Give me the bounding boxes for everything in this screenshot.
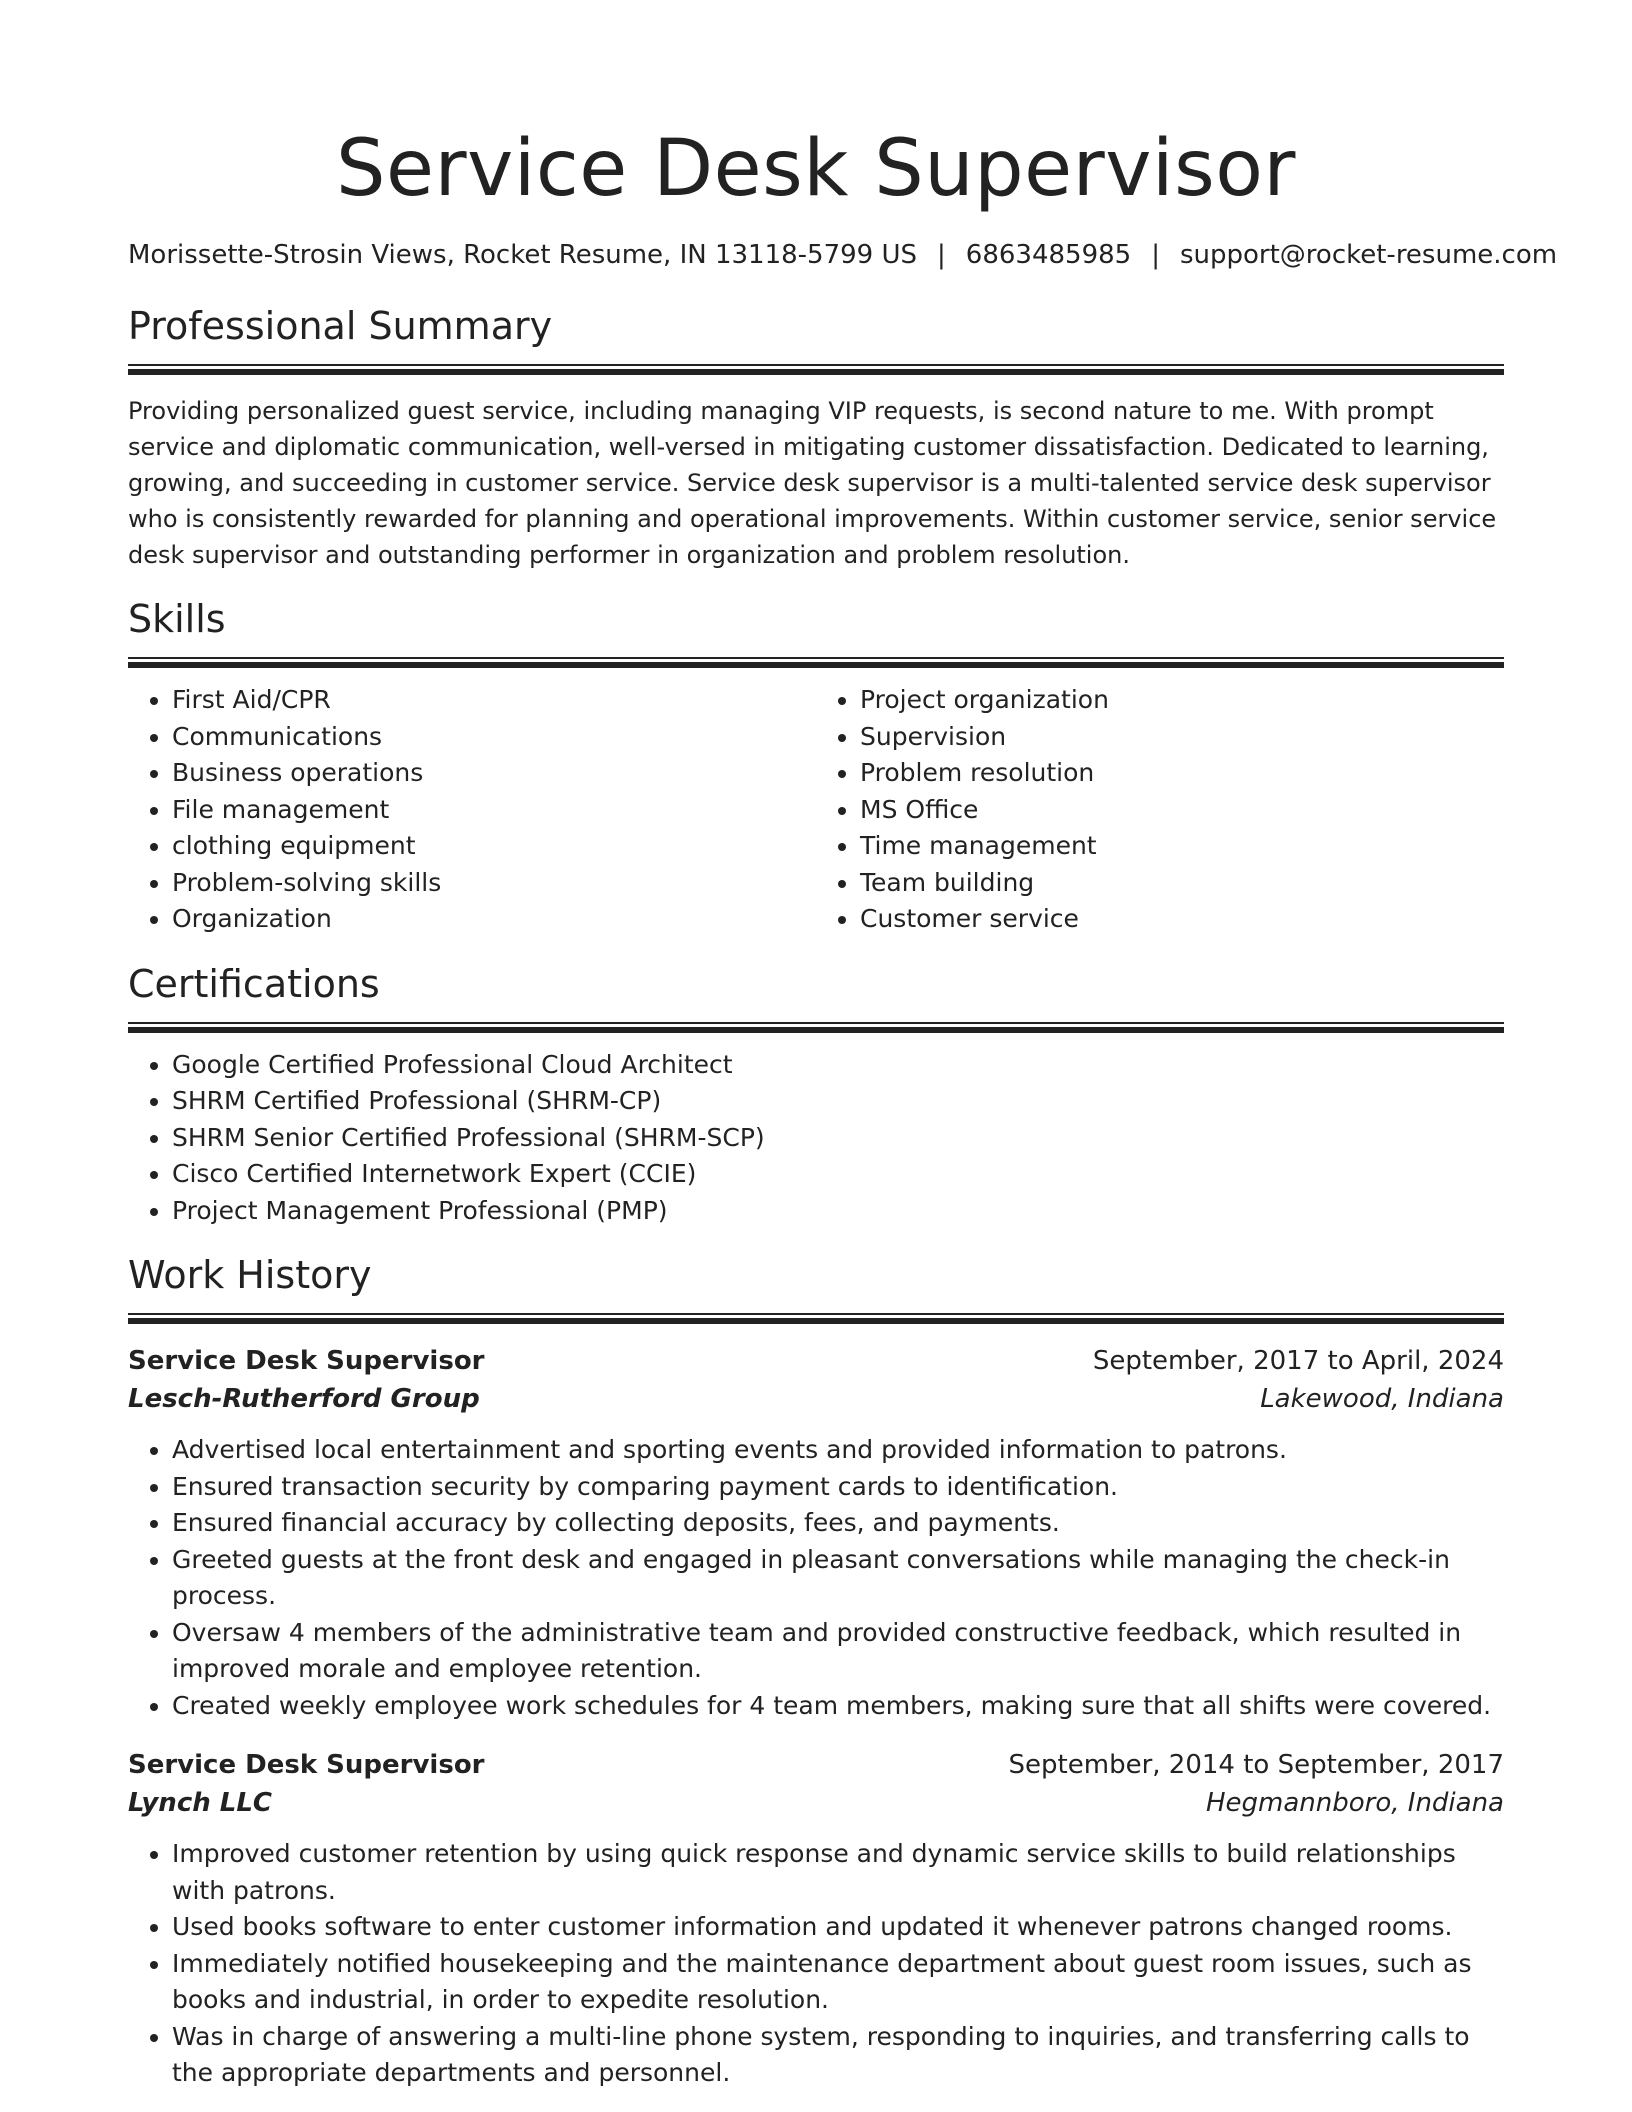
job-header-row [128,1746,1504,1784]
skill-item: • Communications [172,719,816,756]
section-divider [128,1022,1504,1033]
certification-item: • Cisco Certified Internetwork Expert (CCIE) [172,1156,1504,1193]
resume-name: Service Desk Supervisor [336,124,1296,214]
job-duty-item: • Created weekly employee work schedules for 4 team members, making sure that all shifts were covered. [172,1688,1504,1725]
section-divider [128,657,1504,668]
contact-separator: | [937,240,946,270]
certifications-list [128,1047,1504,1230]
job-duty-item: • Oversaw 4 members of the administrative team and provided constructive feedback, which resulted in improved morale and employee retention. [172,1615,1504,1688]
job-header-row [128,1342,1504,1380]
skill-item: • Customer service [860,901,1504,938]
job-location: Lakewood, Indiana [1260,1384,1504,1414]
skill-item: • Time management [860,828,1504,865]
skills-list-left [128,682,816,938]
skill-item: • Business operations [172,755,816,792]
contact-line [128,238,1558,272]
skill-item: • Team building [860,865,1504,902]
section-divider [128,1313,1504,1324]
contact-separator: | [1151,240,1160,270]
job-company-row [128,1380,1504,1418]
section-divider [128,364,1504,375]
job-company-row [128,1784,1504,1822]
job-location: Hegmannboro, Indiana [1205,1788,1504,1818]
certification-item: • Project Management Professional (PMP) [172,1193,1504,1230]
summary-section [128,302,1504,573]
skill-item: • First Aid/CPR [172,682,816,719]
work-history-heading: Work History [128,1253,372,1297]
skill-item: • Organization [172,901,816,938]
job-duty-item: • Advertised local entertainment and sporting events and provided information to patrons. [172,1432,1504,1469]
job-duties-list [128,1836,1504,2092]
contact-phone: 6863485985 [965,240,1132,270]
certifications-heading: Certifications [128,961,380,1006]
skills-section [128,595,1504,938]
skill-item: • Supervision [860,719,1504,756]
summary-heading: Professional Summary [128,304,553,348]
job-duty-item: • Improved customer retention by using quick response and dynamic service skills to build relationships with patrons. [172,1836,1504,1909]
job-duty-item: • Ensured financial accuracy by collecting deposits, fees, and payments. [172,1505,1504,1542]
job-title: Service Desk Supervisor [128,1346,485,1376]
skill-item: • Problem resolution [860,755,1504,792]
certification-item: • SHRM Senior Certified Professional (SHRM-SCP) [172,1120,1504,1157]
job-entry [128,1746,1504,2092]
skill-item: • Problem-solving skills [172,865,816,902]
job-company: Lesch-Rutherford Group [128,1384,480,1414]
certifications-section [128,960,1504,1230]
job-duty-item: • Ensured transaction security by comparing payment cards to identification. [172,1469,1504,1506]
job-dates: September, 2017 to April, 2024 [1092,1346,1504,1376]
skill-item: • MS Office [860,792,1504,829]
work-history-section [128,1251,1504,2092]
job-duty-item: • Greeted guests at the front desk and engaged in pleasant conversations while managing the check-in process. [172,1542,1504,1615]
job-duties-list [128,1432,1504,1724]
skill-item: • Project organization [860,682,1504,719]
skill-item: • clothing equipment [172,828,816,865]
skill-item: • File management [172,792,816,829]
job-duty-item: • Immediately notified housekeeping and the maintenance department about guest room issues, such as books and industrial, in order to expedite resolution. [172,1946,1504,2019]
summary-text: Providing personalized guest service, including managing VIP requests, is second nature to me. With prompt service and diplomatic communication, well-versed in mitigating customer dissatisfaction. Dedicated to learning, growing, and succeeding in customer service. Service desk supervisor is a multi-talented service desk supervisor who is consistently rewarded for planning and operational improvements. Within customer service, senior service desk supervisor and outstanding performer in organization and problem resolution. [128,397,1497,569]
job-duty-item: • Used books software to enter customer information and updated it whenever patrons changed rooms. [172,1909,1504,1946]
job-dates: September, 2014 to September, 2017 [1008,1750,1504,1780]
skills-grid [128,682,1504,938]
resume-page [128,0,1558,2092]
contact-address: Morissette-Strosin Views, Rocket Resume, IN 13118-5799 US [128,240,918,270]
job-entry [128,1342,1504,1724]
skills-heading: Skills [128,597,226,641]
skills-list-right [816,682,1504,938]
job-company: Lynch LLC [128,1788,273,1818]
job-duty-item: • Was in charge of answering a multi-line phone system, responding to inquiries, and transferring calls to the appropriate departments and personnel. [172,2019,1504,2092]
certification-item: • SHRM Certified Professional (SHRM-CP) [172,1083,1504,1120]
job-title: Service Desk Supervisor [128,1750,485,1780]
certification-item: • Google Certified Professional Cloud Architect [172,1047,1504,1084]
contact-email: support@rocket-resume.com [1179,240,1558,270]
